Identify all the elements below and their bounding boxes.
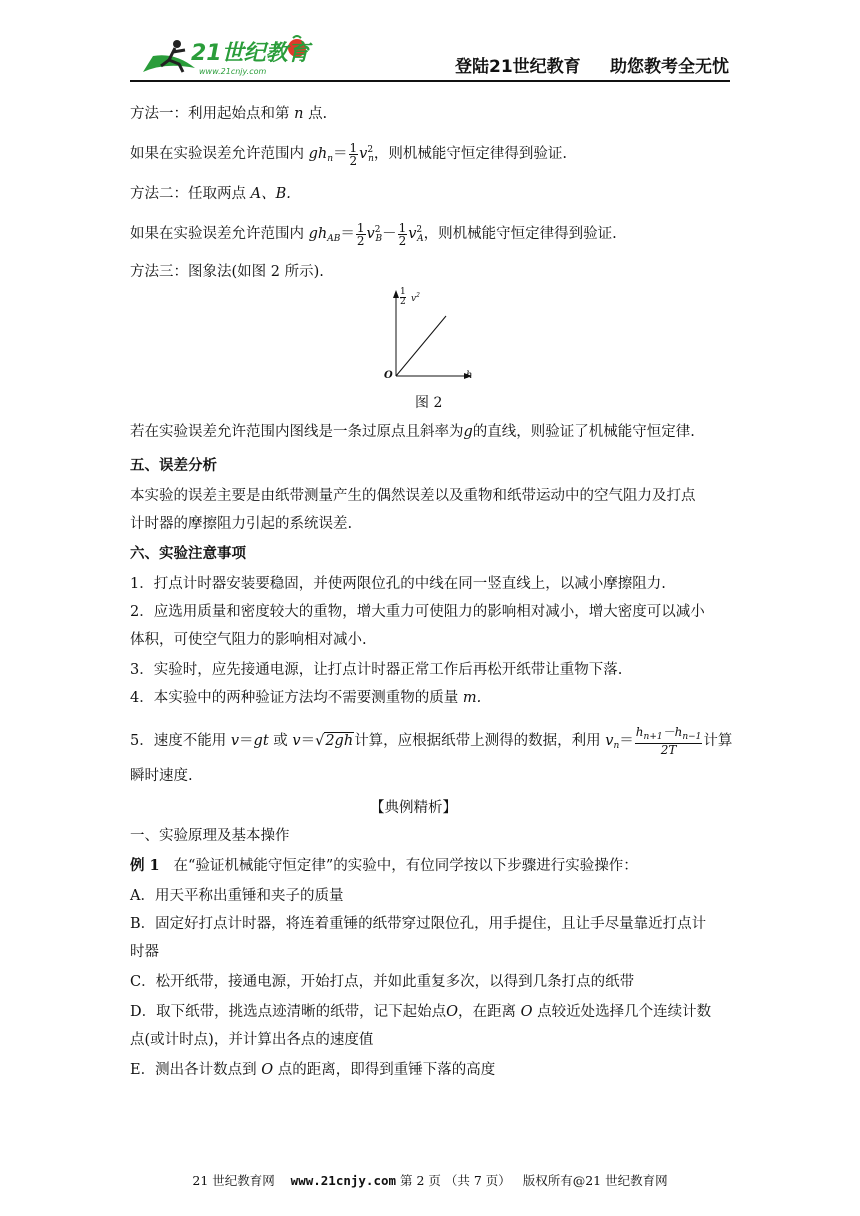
figure-origin: O	[384, 370, 393, 381]
header-slogan-right: 助您教考全无忧	[610, 57, 729, 77]
section5-line1: 本实验的误差主要是由纸带测量产生的偶然误差以及重物和纸带运动中的空气阻力及打点	[130, 488, 696, 504]
header-rule	[130, 80, 730, 82]
header-slogan-left: 登陆21世纪教育	[455, 57, 581, 77]
example-intro: 例 1 在“验证机械能守恒定律”的实验中，有位同学按以下步骤进行实验操作：	[130, 857, 638, 874]
footer	[0, 1171, 860, 1189]
section6-title: 六、实验注意事项	[130, 545, 246, 562]
footer-site: 21 世纪教育网	[192, 1173, 275, 1188]
logo-icon	[135, 32, 315, 78]
example-step-c: C．松开纸带，接通电源，开始打点，并如此重复多次，以得到几条打点的纸带	[130, 974, 635, 990]
method3-title: 方法三：图象法(如图 2 所示).	[130, 264, 324, 280]
footer-url[interactable]: www.21cnjy.com	[290, 1173, 397, 1188]
header-logo	[135, 32, 315, 78]
footer-page: 第 2 页 （共 7 页）	[400, 1173, 511, 1188]
logo-text: 21世纪教育	[191, 41, 310, 66]
example-step-d1: D．取下纸带，挑选点迹清晰的纸带，记下起始点O，在距离 O 点较近处选择几个连续计数	[130, 1004, 712, 1020]
example-step-b2: 时器	[130, 944, 159, 960]
example-heading: 【典例精析】	[370, 800, 457, 816]
conclusion: 若在实验误差允许范围内图线是一条过原点且斜率为g的直线，则验证了机械能守恒定律.	[130, 424, 695, 440]
footer-copyright: 版权所有@21 世纪教育网	[522, 1173, 668, 1188]
figure-graph: 1 2 $v^2$ O h	[384, 287, 473, 381]
section6-item1: 1．打点计时器安装要稳固，并使两限位孔的中线在同一竖直线上，以减小摩擦阻力.	[130, 576, 666, 592]
example-step-d2: 点(或计时点)，并计算出各点的速度值	[130, 1032, 374, 1048]
logo-url: www.21cnjy.com	[199, 67, 267, 76]
figure-y-label: 1 2	[400, 287, 406, 307]
section6-item2a: 2．应选用质量和密度较大的重物，增大重力可使阻力的影响相对减小，增大密度可以减小	[130, 604, 705, 620]
example-subheading: 一、实验原理及基本操作	[130, 828, 290, 844]
example-step-e: E．测出各计数点到 O 点的距离，即得到重锤下落的高度	[130, 1062, 496, 1078]
section6-item2b: 体积，可使空气阻力的影响相对减小.	[130, 632, 367, 648]
section6-item5: 5．速度不能用 v＝gt 或 v＝√2gh计算，应根据纸带上测得的数据，利用 $v_n=$ $\frac{h_{n+1}-h_{n-1}}{2T}$ 计算	[130, 725, 733, 757]
section5-title: 五、误差分析	[130, 457, 217, 474]
figure-caption: 图 2	[415, 395, 443, 411]
method1-condition: 如果在实验误差允许范围内 $gh_n=$ $\frac{1}{2}$ $v^2_n$，则机械能守恒定律得到验证.	[130, 140, 568, 168]
figure-x-label: h	[466, 370, 473, 381]
section5-line2: 计时器的摩擦阻力引起的系统误差.	[130, 516, 353, 532]
section6-item3: 3．实验时，应先接通电源，让打点计时器正常工作后再松开纸带让重物下落.	[130, 662, 623, 678]
method2-condition: 如果在实验误差允许范围内 $gh_{AB}=$ $\frac{1}{2}$ $v^2_B-$ $\frac{1}{2}$ $v^2_A$，则机械能守恒定律得到验证.	[130, 220, 617, 248]
section6-item5b: 瞬时速度.	[130, 768, 193, 784]
method1-title: 方法一：利用起始点和第 n 点.	[130, 106, 328, 122]
method2-title: 方法二：任取两点 A、B.	[130, 186, 291, 202]
section6-item4: 4．本实验中的两种验证方法均不需要测重物的质量 m.	[130, 690, 482, 706]
example-step-b1: B．固定好打点计时器，将连着重锤的纸带穿过限位孔，用手提住，且让手尽量靠近打点计	[130, 916, 707, 932]
example-step-a: A．用天平称出重锤和夹子的质量	[130, 888, 344, 904]
